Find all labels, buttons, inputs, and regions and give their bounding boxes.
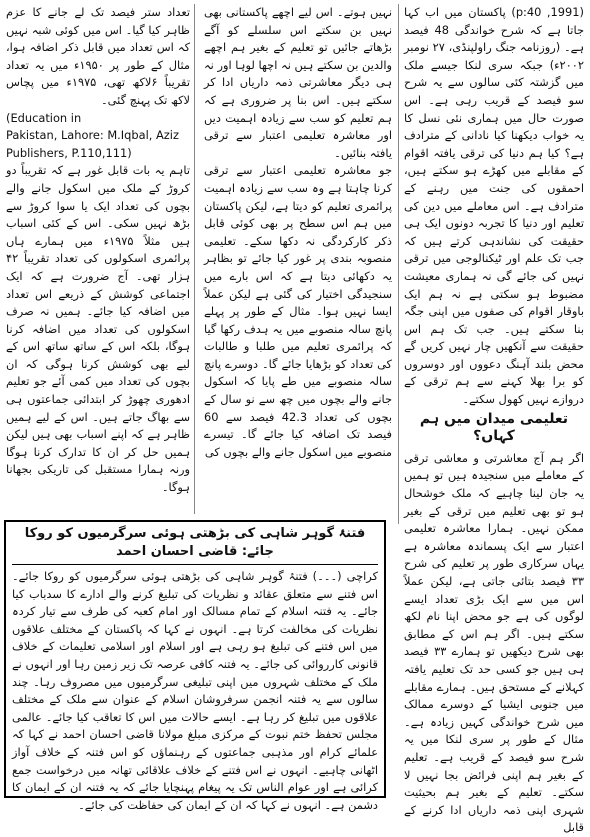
right-column-paragraph-1: (1991, p:40) پاکستان میں اب کہا جاتا ہے کہ شرح خواندگی 48 فیصد ہے۔ (روزنامہ جنگ راولپنڈی، ۲۷ نومبر ۲۰۰۲ء) جبکہ سری لنکا جیسے ملک میں گزشتہ کئی سالوں سے یہ شرح سو فیصد کے قریب رہی ہے۔ اس صورت حال میں ہماری نئی نسل کا یہ خواب دیکھنا کیا نادانی کے مترادف ہے؟ کیا ہم دنیا کی ترقی یافتہ اقوام کے مقابلے میں کھڑے ہو سکتے ہیں، احمقوں کی جنت میں رہنے کے مترادف ہے۔ اس معاملے میں دین کی تعلیم اور دنیا کا تجربہ دونوں ایک ہی حقیقت کی نشاندہی کرتے ہیں کہ جب تک علم اور ٹیکنالوجی میں ترقی نہیں کی جائے گی نہ ہماری معیشت مضبوط ہو سکتی ہے نہ ہم ایک باوقار اقوام کی صفوں میں اپنی جگہ بنا سکتے ہیں۔ جب تک ہم اس حقیقت سے آنکھیں چار نہیں کریں گے محض بلند آہنگ دعووں اور دوسروں کو برا بھلا کہنے سے ہم ترقی کے دروازے نہیں کھول سکتے۔ [404, 5, 584, 407]
column-divider-right [398, 4, 399, 524]
citation-line-2: Pakistan, Lahore: M.Iqbal, Aziz [6, 128, 179, 143]
left-column-paragraph-2: تاہم یہ بات قابل غور ہے کہ تقریباً دو کروڑ کے ملک میں اسکول جانے والے بچوں کی تعداد ایک یا سوا کروڑ سے بڑھ نہیں سکی۔ اس کے کئی اسباب ہیں مثلاً ۱۹۷۵ء میں ہمارے ہاں پرائمری اسکولوں کی تعداد تقریباً ۴۲ ہزار تھی۔ آج ضرورت ہے کہ ایک اجتماعی کوشش کے ذریعے اس تعداد میں اضافہ کیا جائے۔ ہمیں نہ صرف اسکولوں کی تعداد میں اضافہ کرنا ہوگا، بلکہ اس کے ساتھ ساتھ اس کے لیے بھی کوشش کرنا ہوگی کہ ان بچوں کی تعداد میں کمی آئے جو تعلیم ادھوری چھوڑ کر ابتدائی جماعتوں ہی سے بھاگ جاتے ہیں۔ اس کے لیے ہمیں ظاہر ہے کہ اپنے اسباب بھی ہیں لیکن ہمیں حل کر ان کا تدارک کرنا ہوگا ورنہ ہمارا مستقبل کی تاریکی بجھانا ہوگا۔ [6, 163, 190, 495]
section-subheading: تعلیمی میدان میں ہم کہاں؟ [419, 410, 569, 445]
column-divider-left [194, 4, 195, 514]
left-column-paragraph-1: تعداد ستر فیصد تک لے جانے کا عزم ظاہر کیا گیا۔ اس میں کوئی شبہ نہیں کہ اس تعداد میں قابل ذکر اضافہ ہوا، مثال کے طور پر ۱۹۵۰ء میں یہ تعداد تقریباً ۶لاکھ تھی، ۱۹۷۵ء میں پچاس لاکھ تک پہنچ گئی۔ [6, 5, 190, 107]
boxed-news-article [4, 520, 386, 812]
middle-column-paragraph-1: نہیں ہوتے۔ اس لیے اچھے پاکستانی بھی نہیں بن سکتے اس سلسلے کو آگے بڑھاتے جائیں تو تعلیم کے بغیر ہم اچھے والدین بن سکتے ہیں نہ اچھا لوہا اور نہ ہی دیگر معاشرتی ذمہ داریاں ادا کر سکتے ہیں۔ اس بنا پر ضروری ہے کہ ہم تعلیم کو سب سے زیادہ اہمیت دیں اور معاشرہ تعلیمی اعتبار سے ترقی یافتہ بنائیں۔ [204, 5, 392, 160]
right-column-paragraph-2: اگر ہم آج معاشرتی و معاشی ترقی کے معاملے میں سنجیدہ ہیں تو ہمیں یہ جان لینا چاہیے کہ ملک خوشحال ہو تو بھی تعلیم میں ترقی کے بغیر ممکن نہیں۔ ہمارا معاشرہ تعلیمی اعتبار سے ایک پسماندہ معاشرہ ہے یہاں سرکاری طور پر تعلیم کی شرح ۳۳ فیصد بتائی جاتی ہے، لیکن عملاً اس میں سے ایک بڑی تعداد ایسے لوگوں کی ہے جو محض اپنا نام لکھ سکتے ہیں۔ اگر ہم اس کے مطابق بھی شرح دیکھیں تو ہمارے ۳۳ فیصد ہی ہیں جو کسی حد تک تعلیم یافتہ کہلانے کے مستحق ہیں۔ ہمارے مقابلے میں جنوبی ایشیا کے دوسرے ممالک میں شرح خواندگی کہیں زیادہ ہے۔ مثال کے طور پر سری لنکا میں یہ شرح سو فیصد کے قریب ہے۔ تعلیم کے بغیر ہم اپنی فرائض بجا نہیں لا سکتے۔ تعلیم کے بغیر ہم بحیثیت شہری اپنی ذمہ داریاں ادا کرنے کے قابل [404, 450, 584, 835]
right-column [404, 4, 584, 835]
middle-column [204, 4, 392, 516]
citation-line-3: Publishers, P.110,111) [6, 145, 132, 160]
boxed-article-body: کراچی (۔۔۔) فتنۂ گوہر شاہی کی بڑھتی ہوئی سرگرمیوں کو روکا جائے۔ اس فتنے سے متعلق عقائد و نظریات کی تبلیغ کرنے والے ادارے کا سدباب کیا جائے۔ یہ فتنہ اسلام کے تمام مسالک اور امام کعبہ کی طرف سے تیار کردہ نظریات کی مخالفت کرتا ہے۔ انہوں نے کہا کہ پاکستان کے مختلف علاقوں میں اس فتنے کی تبلیغ ہو رہی ہے اور اسلام اور اسلامی تعلیمات کے خلاف قانونی کارروائی کی جائے۔ یہ فتنہ کافی عرصہ تک زیر زمین رہا اور انہوں نے ملک کے مختلف شہروں میں اپنی تبلیغی سرگرمیوں میں مصروف رہا۔ چند سالوں سے یہ فتنہ انجمن سرفروشان اسلام کے عنوان سے ملک کے مختلف علاقوں میں تبلیغ کر رہا ہے۔ ایسے حالات میں اس کا تعاقب کیا جائے۔ عالمی مجلس تحفظ ختم نبوت کے مرکزی مبلغ مولانا قاضی احسان احمد نے کہا کہ علمائے کرام اور مذہبی جماعتوں کے رہنماؤں کو اس فتنہ کے خلاف آواز اٹھانی چاہیے۔ انہوں نے اس فتنے کے خلاف علاقائی تھانہ میں درخواست جمع کرائی ہے اور عوام الناس تک یہ پیغام پہنچایا جائے کہ یہ فتنہ ان کے ایمان کا دشمن ہے۔ انہوں نے کہا کہ ان کے ایمان کی حفاظت کی جائے۔ [12, 569, 378, 812]
citation-line-1: (Education in [6, 110, 82, 125]
boxed-article-headline: فتنۂ گوہر شاہی کی بڑھتی ہوئی سرگرمیوں کو روکا جائے: قاضی احسان احمد [12, 525, 378, 565]
middle-column-paragraph-2: جو معاشرہ تعلیمی اعتبار سے ترقی کرنا چاہتا ہے وہ سب سے زیادہ اہمیت پرائمری تعلیم کو دیتا ہے، لیکن پاکستان میں ہم اس سطح پر بھی کوئی قابل ذکر کارکردگی نہ دکھا سکے۔ تعلیمی منصوبہ بندی پر غور کیا جائے تو بظاہر یہ دکھائی دیتا ہے کہ اس بارے میں سنجیدگی اختیار کی گئی ہے لیکن عملاً ایسا نہیں ہوا۔ مثال کے طور پر پہلے پانچ سالہ منصوبے میں یہ ہدف رکھا گیا کہ پرائمری تعلیم میں طلبا و طالبات کی تعداد کو بڑھایا جائے گا۔ دوسرے پانچ سالہ منصوبے میں طے پایا کہ اسکول جانے والے بچوں میں چھ سے نو سال کے بچوں کی تعداد 42.3 فیصد سے 60 فیصد تک اضافہ کیا جائے گا۔ تیسرے منصوبے میں اسکول جانے والے بچوں کی [204, 163, 392, 459]
left-column [6, 4, 190, 509]
